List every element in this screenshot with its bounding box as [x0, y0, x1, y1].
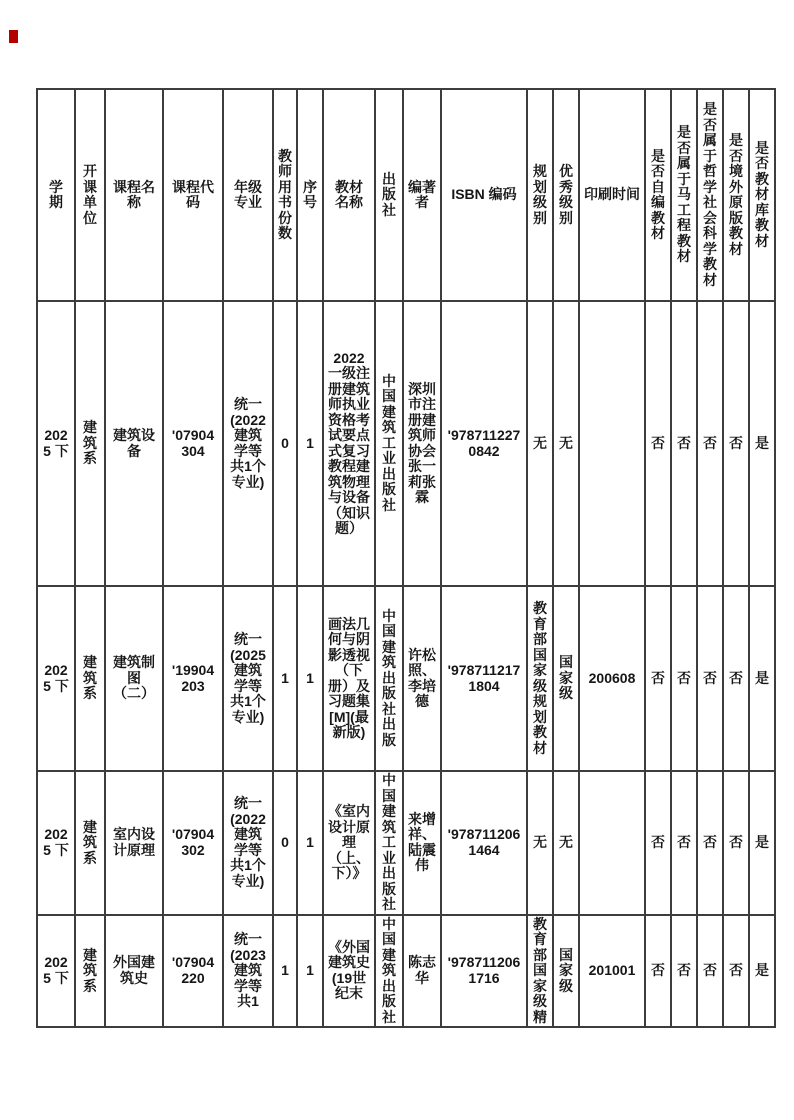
cell-print-date	[579, 771, 645, 915]
cell-planning-level: 无	[527, 771, 553, 915]
header-seq-no: 序号	[297, 89, 323, 301]
cell-planning-level: 无	[527, 301, 553, 586]
cell-textbook-library: 是	[749, 301, 775, 586]
header-excellence-level: 优秀级别	[553, 89, 579, 301]
header-row	[37, 89, 775, 301]
cell-grade-major: 统一(2022建筑学等共1个专业)	[223, 771, 273, 915]
cell-department: 建筑系	[75, 301, 105, 586]
cell-excellence-level: 无	[553, 301, 579, 586]
cell-teacher-copies: 1	[273, 915, 297, 1028]
cell-seq-no: 1	[297, 301, 323, 586]
header-textbook-library: 是否教材库教材	[749, 89, 775, 301]
cell-semester: 2025 下	[37, 301, 75, 586]
header-course-code: 课程代码	[163, 89, 223, 301]
cell-textbook-name: 《外国建筑史(19世纪末	[323, 915, 375, 1028]
cell-course-code: '07904304	[163, 301, 223, 586]
cell-print-date: 200608	[579, 586, 645, 771]
cell-isbn: '9787112061464	[441, 771, 527, 915]
cell-publisher: 中国建筑出版社	[375, 915, 403, 1028]
header-course-name: 课程名称	[105, 89, 163, 301]
cell-self-compiled: 否	[645, 586, 671, 771]
cell-publisher: 中国建筑工业出版社	[375, 771, 403, 915]
header-grade-major: 年级专业	[223, 89, 273, 301]
cell-seq-no: 1	[297, 915, 323, 1028]
header-print-date: 印刷时间	[579, 89, 645, 301]
table-row	[37, 771, 775, 915]
cell-textbook-library: 是	[749, 915, 775, 1028]
cell-course-name: 建筑制图（二）	[105, 586, 163, 771]
cell-ma-project: 否	[671, 301, 697, 586]
cell-ma-project: 否	[671, 771, 697, 915]
cell-grade-major: 统一(2023建筑学等共1	[223, 915, 273, 1028]
header-planning-level: 规划级别	[527, 89, 553, 301]
cell-grade-major: 统一(2022建筑学等共1个专业)	[223, 301, 273, 586]
cell-excellence-level: 无	[553, 771, 579, 915]
cell-semester: 2025 下	[37, 915, 75, 1028]
cell-ma-project: 否	[671, 915, 697, 1028]
cell-excellence-level: 国家级	[553, 915, 579, 1028]
cell-planning-level: 教育部国家级精	[527, 915, 553, 1028]
cell-philosophy-social: 否	[697, 915, 723, 1028]
cell-department: 建筑系	[75, 586, 105, 771]
cell-semester: 2025 下	[37, 771, 75, 915]
cell-course-name: 建筑设备	[105, 301, 163, 586]
header-self-compiled: 是否自编教材	[645, 89, 671, 301]
cell-planning-level: 教育部国家级规划教材	[527, 586, 553, 771]
cell-overseas-original: 否	[723, 586, 749, 771]
table-row	[37, 586, 775, 771]
cell-seq-no: 1	[297, 771, 323, 915]
cell-course-code: '07904302	[163, 771, 223, 915]
cell-overseas-original: 否	[723, 915, 749, 1028]
header-teacher-copies: 教师用书份数	[273, 89, 297, 301]
cell-print-date: 201001	[579, 915, 645, 1028]
cell-publisher: 中国建筑出版社出版	[375, 586, 403, 771]
cell-overseas-original: 否	[723, 771, 749, 915]
textbook-table	[36, 88, 776, 1028]
header-authors: 编著者	[403, 89, 441, 301]
cell-authors: 陈志华	[403, 915, 441, 1028]
cell-overseas-original: 否	[723, 301, 749, 586]
cell-seq-no: 1	[297, 586, 323, 771]
cell-print-date	[579, 301, 645, 586]
cell-authors: 来增祥、陆震伟	[403, 771, 441, 915]
cell-department: 建筑系	[75, 915, 105, 1028]
cell-self-compiled: 否	[645, 301, 671, 586]
cell-philosophy-social: 否	[697, 301, 723, 586]
cell-self-compiled: 否	[645, 915, 671, 1028]
table-row	[37, 301, 775, 586]
header-textbook-name: 教材名称	[323, 89, 375, 301]
cell-teacher-copies: 1	[273, 586, 297, 771]
page-marker	[9, 30, 18, 43]
cell-textbook-name: 《室内设计原理（上、下）》	[323, 771, 375, 915]
cell-philosophy-social: 否	[697, 586, 723, 771]
cell-department: 建筑系	[75, 771, 105, 915]
cell-grade-major: 统一(2025建筑学等共1个专业)	[223, 586, 273, 771]
cell-course-name: 外国建筑史	[105, 915, 163, 1028]
cell-teacher-copies: 0	[273, 301, 297, 586]
cell-textbook-library: 是	[749, 771, 775, 915]
cell-course-name: 室内设计原理	[105, 771, 163, 915]
header-ma-project: 是否属于马工程教材	[671, 89, 697, 301]
table-row	[37, 915, 775, 1028]
cell-teacher-copies: 0	[273, 771, 297, 915]
cell-textbook-library: 是	[749, 586, 775, 771]
cell-textbook-name: 画法几何与阴影透视（下册）及习题集[M](最新版)	[323, 586, 375, 771]
cell-isbn: '9787112171804	[441, 586, 527, 771]
cell-self-compiled: 否	[645, 771, 671, 915]
cell-semester: 2025 下	[37, 586, 75, 771]
cell-isbn: '9787112270842	[441, 301, 527, 586]
header-department: 开课单位	[75, 89, 105, 301]
cell-publisher: 中国建筑工业出版社	[375, 301, 403, 586]
cell-ma-project: 否	[671, 586, 697, 771]
cell-excellence-level: 国家级	[553, 586, 579, 771]
header-publisher: 出版社	[375, 89, 403, 301]
header-overseas-original: 是否境外原版教材	[723, 89, 749, 301]
header-philosophy-social: 是否属于哲学社会科学教材	[697, 89, 723, 301]
header-semester: 学期	[37, 89, 75, 301]
cell-course-code: '19904203	[163, 586, 223, 771]
cell-philosophy-social: 否	[697, 771, 723, 915]
cell-textbook-name: 2022一级注册建筑师执业资格考试要点式复习教程建筑物理与设备（知识题）	[323, 301, 375, 586]
cell-authors: 许松照、李培德	[403, 586, 441, 771]
cell-course-code: '07904220	[163, 915, 223, 1028]
header-isbn: ISBN 编码	[441, 89, 527, 301]
cell-authors: 深圳市注册建筑师协会张一莉张霖	[403, 301, 441, 586]
cell-isbn: '9787112061716	[441, 915, 527, 1028]
